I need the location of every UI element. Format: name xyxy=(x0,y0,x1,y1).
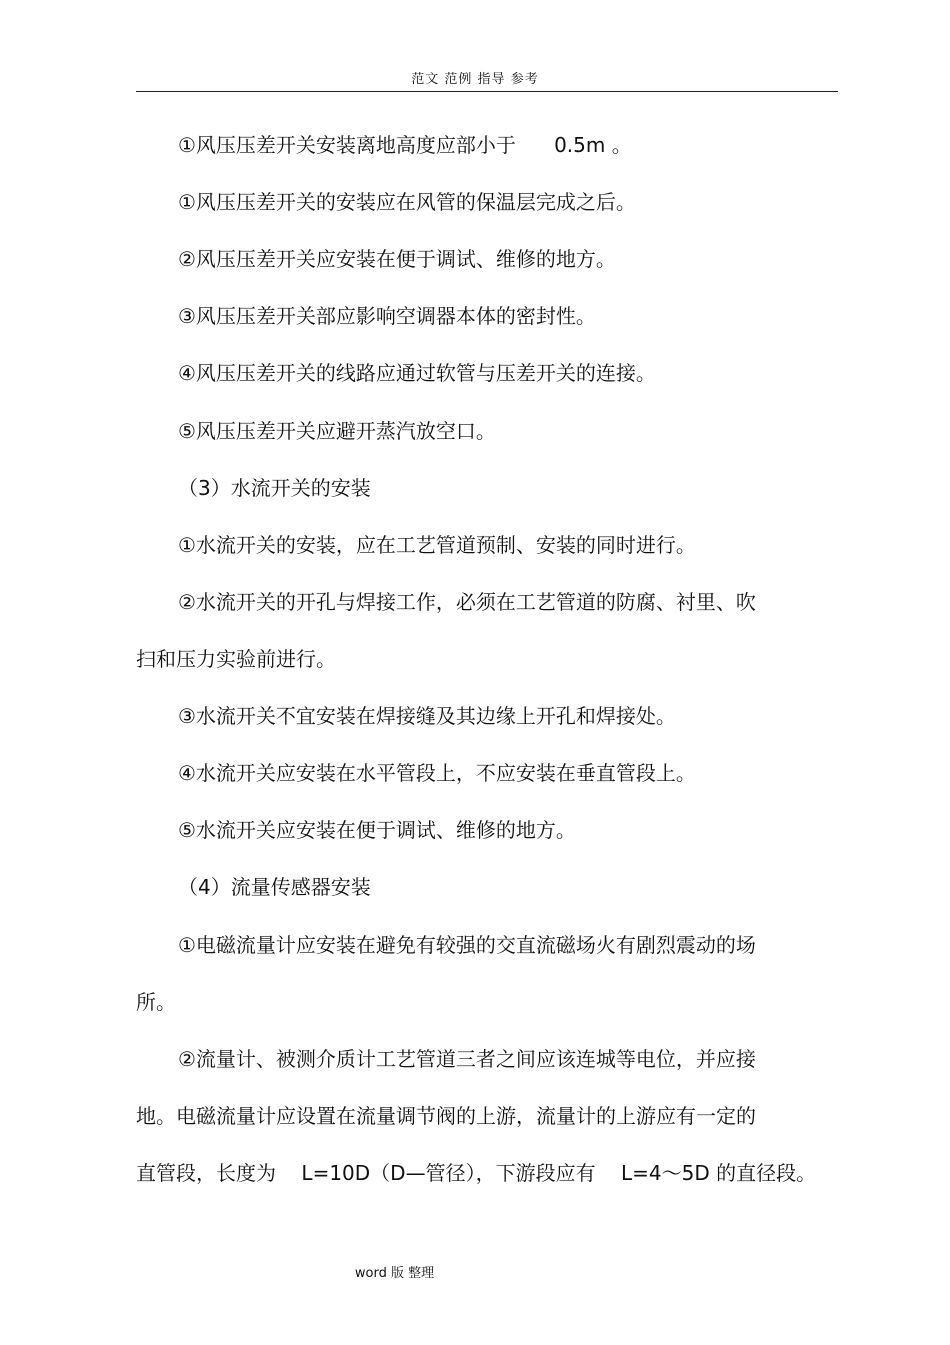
paragraph-line: ④风压压差开关的线路应通过软管与压差开关的连接。 xyxy=(178,361,656,385)
paragraph-line: ②风压压差开关应安装在便于调试、维修的地方。 xyxy=(178,247,616,271)
paragraph-line: ④水流开关应安装在水平管段上，不应安装在垂直管段上。 xyxy=(178,761,696,785)
paragraph-line: ②水流开关的开孔与焊接工作，必须在工艺管道的防腐、衬里、吹 xyxy=(178,590,756,614)
header-divider xyxy=(136,91,838,92)
paragraph-line: ①风压压差开关安装离地高度应部小于 0.5m 。 xyxy=(178,133,632,157)
section-heading: （4）流量传感器安装 xyxy=(178,875,371,899)
paragraph-line: ⑤水流开关应安装在便于调试、维修的地方。 xyxy=(178,818,576,842)
page-footer: word 版 整理 xyxy=(354,1266,435,1281)
page-header: 范文 范例 指导 参考 xyxy=(411,72,539,87)
paragraph-line: ①水流开关的安装，应在工艺管道预制、安装的同时进行。 xyxy=(178,533,696,557)
paragraph-line: ③水流开关不宜安装在焊接缝及其边缘上开孔和焊接处。 xyxy=(178,704,676,728)
paragraph-line: ②流量计、被测介质计工艺管道三者之间应该连城等电位，并应接 xyxy=(178,1047,756,1071)
paragraph-line: ⑤风压压差开关应避开蒸汽放空口。 xyxy=(178,419,496,443)
paragraph-line: ③风压压差开关部应影响空调器本体的密封性。 xyxy=(178,304,596,328)
paragraph-line: 扫和压力实验前进行。 xyxy=(136,647,336,671)
paragraph-line: ①电磁流量计应安装在避免有较强的交直流磁场火有剧烈震动的场 xyxy=(178,933,756,957)
paragraph-line: ①风压压差开关的安装应在风管的保温层完成之后。 xyxy=(178,190,636,214)
paragraph-line: 地。电磁流量计应设置在流量调节阀的上游，流量计的上游应有一定的 xyxy=(136,1104,756,1128)
paragraph-line: 所。 xyxy=(136,990,176,1014)
paragraph-line: 直管段，长度为 L=10D（D—管径），下游段应有 L=4～5D 的直径段。 xyxy=(136,1161,817,1185)
section-heading: （3）水流开关的安装 xyxy=(178,476,371,500)
